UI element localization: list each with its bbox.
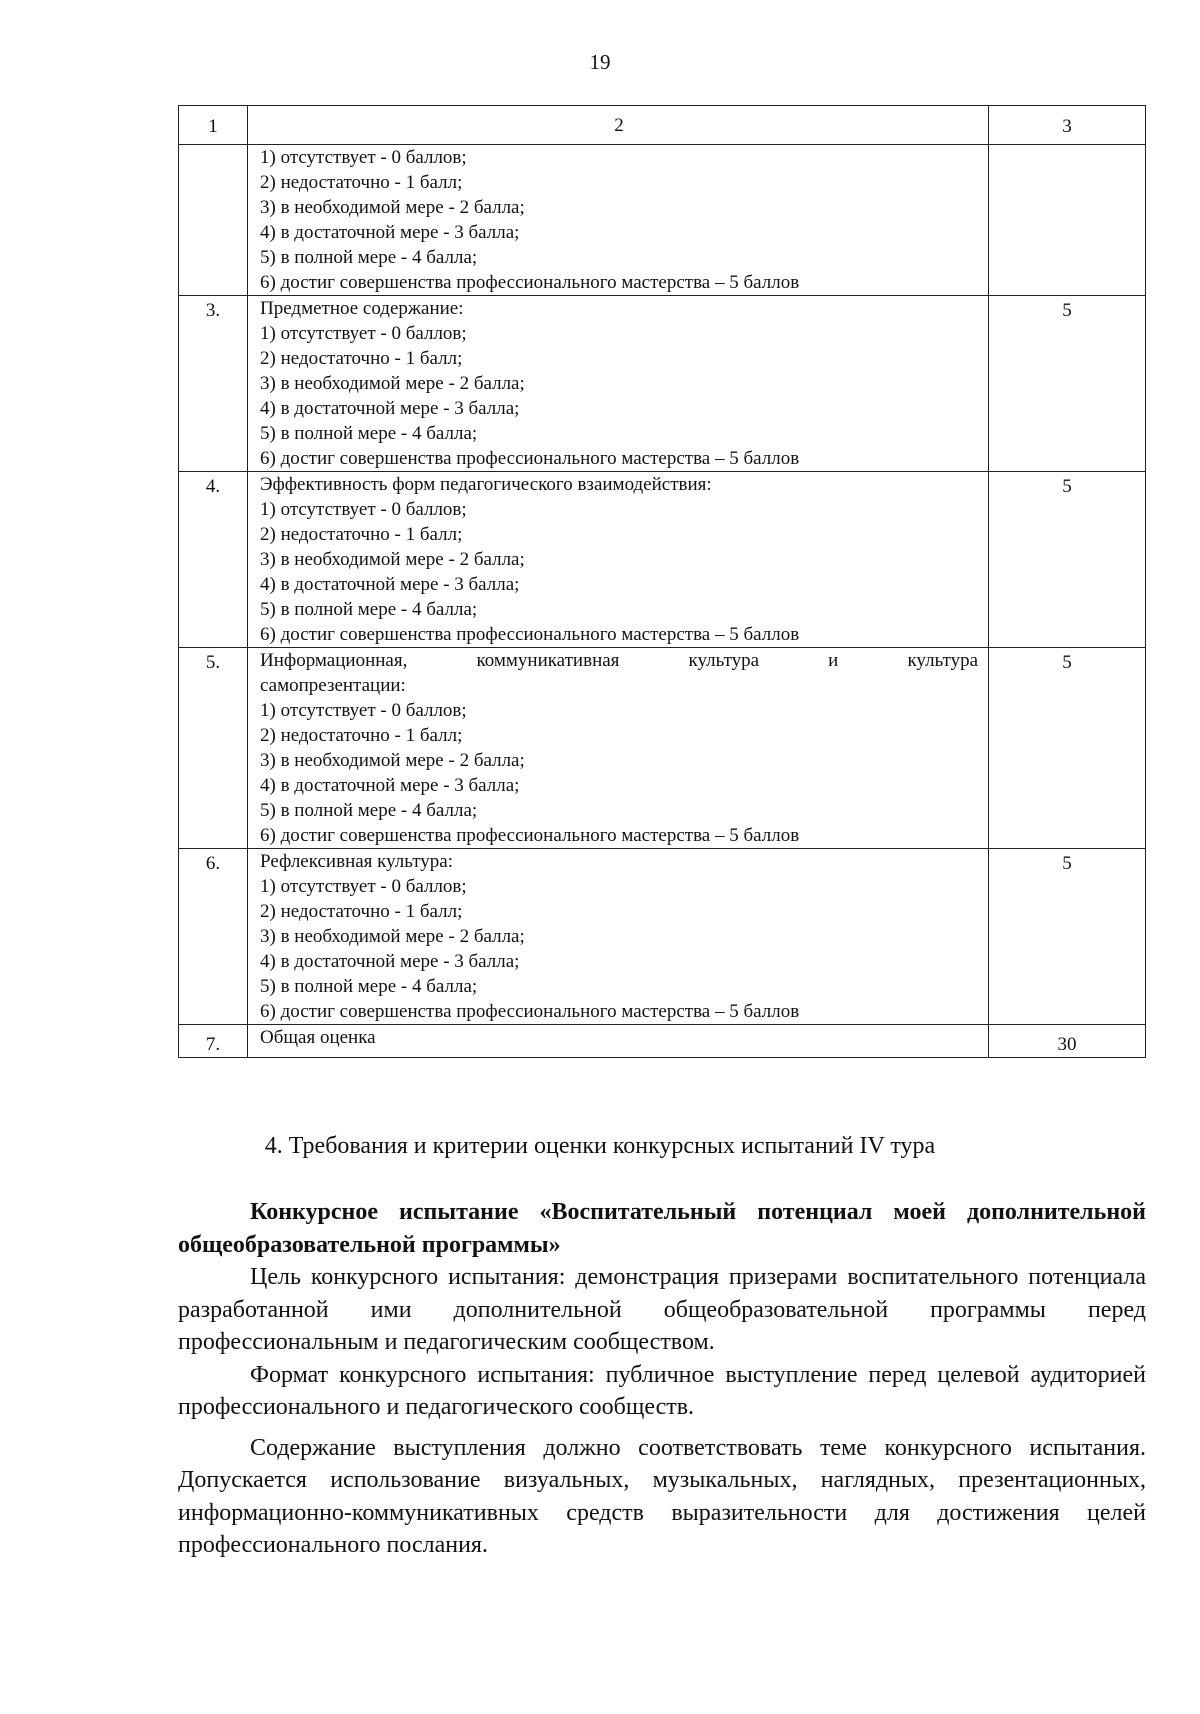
scale-item: 6) достиг совершенства профессионального мастерства – 5 баллов xyxy=(260,272,800,293)
scale-item: 5) в полной мере - 4 балла; xyxy=(260,800,478,821)
scale-item: 5) в полной мере - 4 балла; xyxy=(260,423,478,444)
scale-item: 6) достиг совершенства профессионального мастерства – 5 баллов xyxy=(260,825,800,846)
scale-item: 1) отсутствует - 0 баллов; xyxy=(260,700,467,721)
scale-item: 1) отсутствует - 0 баллов; xyxy=(260,876,467,897)
row-number: 4. xyxy=(179,472,248,648)
scale-item: 2) недостаточно - 1 балл; xyxy=(260,348,463,369)
scale-item: 6) достиг совершенства профессионального мастерства – 5 баллов xyxy=(260,1001,800,1022)
scale-item: 1) отсутствует - 0 баллов; xyxy=(260,499,467,520)
test-title: Конкурсное испытание «Воспитательный потенциал моей дополнительной общеобразовательной программы» xyxy=(178,1199,1146,1258)
scale-item: 5) в полной мере - 4 балла; xyxy=(260,976,478,997)
row-criteria xyxy=(248,145,989,296)
criterion-title: Эффективность форм педагогического взаимодействия: xyxy=(260,474,712,495)
total-value: 30 xyxy=(989,1025,1146,1058)
total-row xyxy=(179,1025,1146,1058)
scale-item: 1) отсутствует - 0 баллов; xyxy=(260,323,467,344)
header-col-2: 2 xyxy=(248,106,989,145)
table-row xyxy=(179,296,1146,472)
row-number: 5. xyxy=(179,648,248,849)
row-max-score: 5 xyxy=(989,648,1146,849)
row-max-score: 5 xyxy=(989,296,1146,472)
row-number: 3. xyxy=(179,296,248,472)
criterion-title: Информационная, коммуникативная культура и культура xyxy=(260,650,978,671)
table-row xyxy=(179,472,1146,648)
scale-item: 4) в достаточной мере - 3 балла; xyxy=(260,574,520,595)
table-row xyxy=(179,648,1146,849)
section-heading: 4. Требования и критерии оценки конкурсных испытаний IV тура xyxy=(264,1133,936,1159)
row-criteria xyxy=(248,472,989,648)
row-max-score: 5 xyxy=(989,472,1146,648)
scale-item: 4) в достаточной мере - 3 балла; xyxy=(260,222,520,243)
row-criteria xyxy=(248,648,989,849)
total-label: Общая оценка xyxy=(248,1025,989,1058)
row-max-score xyxy=(989,145,1146,296)
scale-item: 2) недостаточно - 1 балл; xyxy=(260,524,463,545)
scale-item: 5) в полной мере - 4 балла; xyxy=(260,599,478,620)
page-number: 19 xyxy=(589,50,611,74)
format-paragraph: Формат конкурсного испытания: публичное выступление перед целевой аудиторией профессионального и педагогического сообществ. xyxy=(178,1361,1146,1420)
criterion-title-cont: самопрезентации: xyxy=(260,675,406,696)
scale-item: 6) достиг совершенства профессионального мастерства – 5 баллов xyxy=(260,624,800,645)
row-criteria xyxy=(248,849,989,1025)
criteria-table xyxy=(178,105,1146,1058)
header-col-1: 1 xyxy=(179,106,248,145)
scale-item: 2) недостаточно - 1 балл; xyxy=(260,172,463,193)
row-max-score: 5 xyxy=(989,849,1146,1025)
row-number: 7. xyxy=(179,1025,248,1058)
scale-item: 3) в необходимой мере - 2 балла; xyxy=(260,926,525,947)
row-number: 6. xyxy=(179,849,248,1025)
row-criteria xyxy=(248,296,989,472)
row-number xyxy=(179,145,248,296)
scale-item: 3) в необходимой мере - 2 балла; xyxy=(260,750,525,771)
scale-item: 2) недостаточно - 1 балл; xyxy=(260,725,463,746)
scale-item: 1) отсутствует - 0 баллов; xyxy=(260,147,467,168)
header-col-3: 3 xyxy=(989,106,1146,145)
table-row xyxy=(179,145,1146,296)
scale-item: 3) в необходимой мере - 2 балла; xyxy=(260,373,525,394)
scale-item: 2) недостаточно - 1 балл; xyxy=(260,901,463,922)
scale-item: 3) в необходимой мере - 2 балла; xyxy=(260,197,525,218)
table-row xyxy=(179,849,1146,1025)
goal-paragraph: Цель конкурсного испытания: демонстрация призерами воспитательного потенциала разработанной ими дополнительной общеобразовательной программы перед профессиональным и педагогическим сообществом. xyxy=(178,1264,1146,1355)
scale-item: 5) в полной мере - 4 балла; xyxy=(260,247,478,268)
scale-item: 4) в достаточной мере - 3 балла; xyxy=(260,398,520,419)
scale-item: 6) достиг совершенства профессионального мастерства – 5 баллов xyxy=(260,448,800,469)
scale-item: 4) в достаточной мере - 3 балла; xyxy=(260,951,520,972)
criterion-title: Рефлексивная культура: xyxy=(260,851,453,872)
content-paragraph: Содержание выступления должно соответствовать теме конкурсного испытания. Допускается использование визуальных, музыкальных, наглядных, презентационных, информационно-коммуникативных средств выразительности для достижения целей профессионального послания. xyxy=(178,1434,1146,1558)
section-body xyxy=(178,1196,1146,1562)
scale-item: 4) в достаточной мере - 3 балла; xyxy=(260,775,520,796)
scale-item: 3) в необходимой мере - 2 балла; xyxy=(260,549,525,570)
table-header-row xyxy=(179,106,1146,145)
criterion-title: Предметное содержание: xyxy=(260,298,464,319)
